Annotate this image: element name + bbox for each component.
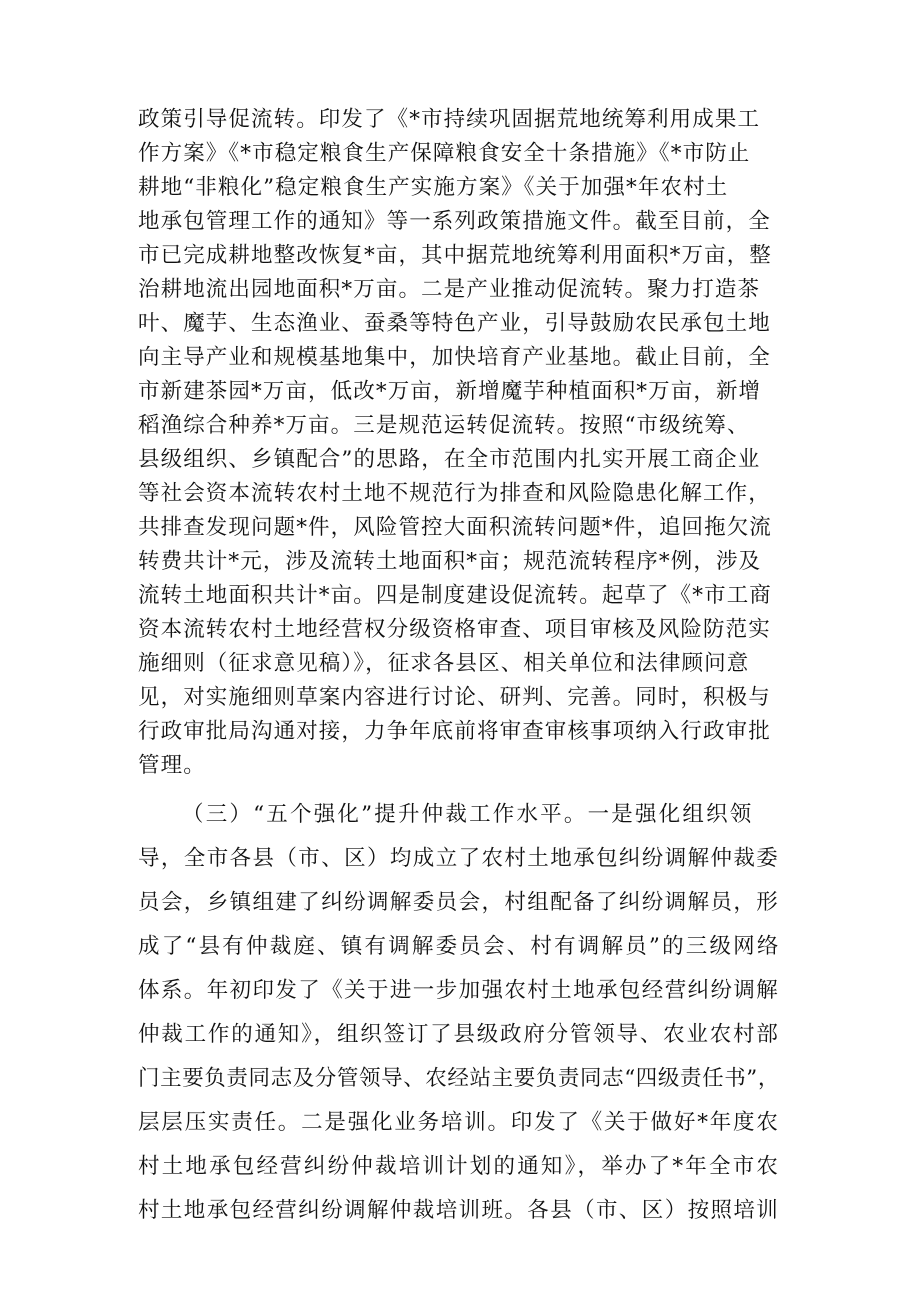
text-line: 稻渔综合种养*万亩。三是规范运转促流转。按照“市级统筹、: [138, 413, 750, 438]
text-line: 转费共计*元，涉及流转土地面积*亩；规范流转程序*例，涉及: [138, 549, 762, 574]
text-line: 市新建茶园*万亩，低改*万亩，新增魔芋种植面积*万亩，新增: [138, 379, 762, 404]
text-line: 流转土地面积共计*亩。四是制度建设促流转。起草了《*市工商: [138, 583, 772, 608]
text-line: 共排查发现问题*件，风险管控大面积流转问题*件，追回拖欠流: [138, 515, 772, 540]
text-line: 作方案》《*市稳定粮食生产保障粮食安全十条措施》《*市防止: [138, 141, 751, 166]
text-line: 层层压实责任。二是强化业务培训。印发了《关于做好*年度农: [138, 1110, 780, 1135]
text-line: 耕地“非粮化”稳定粮食生产实施方案》《关于加强*年农村土: [138, 175, 729, 200]
text-line: 叶、魔芋、生态渔业、蚕桑等特色产业，引导鼓励农民承包土地: [138, 311, 771, 336]
text-line: 行政审批局沟通对接，力争年底前将审查审核事项纳入行政审批: [138, 719, 771, 744]
text-line: 施细则（征求意见稿）》，征求各县区、相关单位和法律顾问意: [138, 651, 750, 676]
text-line: 县级组织、乡镇配合”的思路，在全市范围内扎实开展工商企业: [138, 447, 761, 472]
text-line: 门主要负责同志及分管领导、农经站主要负责同志“四级责任书”，: [138, 1066, 780, 1091]
text-line: 治耕地流出园地面积*万亩。二是产业推动促流转。聚力打造茶: [138, 277, 761, 302]
text-line: 市已完成耕地整改恢复*亩，其中据荒地统筹利用面积*万亩，整: [138, 243, 772, 268]
text-line: 地承包管理工作的通知》等一系列政策措施文件。截至目前，全: [138, 209, 771, 234]
text-line: 见，对实施细则草案内容进行讨论、研判、完善。同时，积极与: [138, 685, 771, 710]
text-line: 资本流转农村土地经营权分级资格审查、项目审核及风险防范实: [138, 617, 771, 642]
text-line: （三）“五个强化”提升仲裁工作水平。一是强化组织领: [182, 802, 754, 827]
text-line: 村土地承包经营纠纷仲裁培训计划的通知》，举办了*年全市农: [138, 1154, 781, 1179]
text-line: 员会，乡镇组建了纠纷调解委员会，村组配备了纠纷调解员，形: [138, 890, 780, 915]
text-line: 管理。: [138, 753, 206, 778]
text-line: 导，全市各县（市、区）均成立了农村土地承包纠纷调解仲裁委: [138, 846, 780, 871]
text-line: 成了“县有仲裁庭、镇有调解委员会、村有调解员”的三级网络: [138, 934, 781, 959]
text-line: 村土地承包经营纠纷调解仲裁培训班。各县（市、区）按照培训: [138, 1198, 780, 1223]
text-line: 仲裁工作的通知》，组织签订了县级政府分管领导、农业农村部: [138, 1022, 780, 1047]
text-line: 政策引导促流转。印发了《*市持续巩固据荒地统筹利用成果工: [138, 107, 761, 132]
text-line: 体系。年初印发了《关于进一步加强农村土地承包经营纠纷调解: [138, 978, 780, 1003]
text-line: 等社会资本流转农村土地不规范行为排查和风险隐患化解工作，: [138, 481, 771, 506]
text-line: 向主导产业和规模基地集中，加快培育产业基地。截止目前，全: [138, 345, 771, 370]
